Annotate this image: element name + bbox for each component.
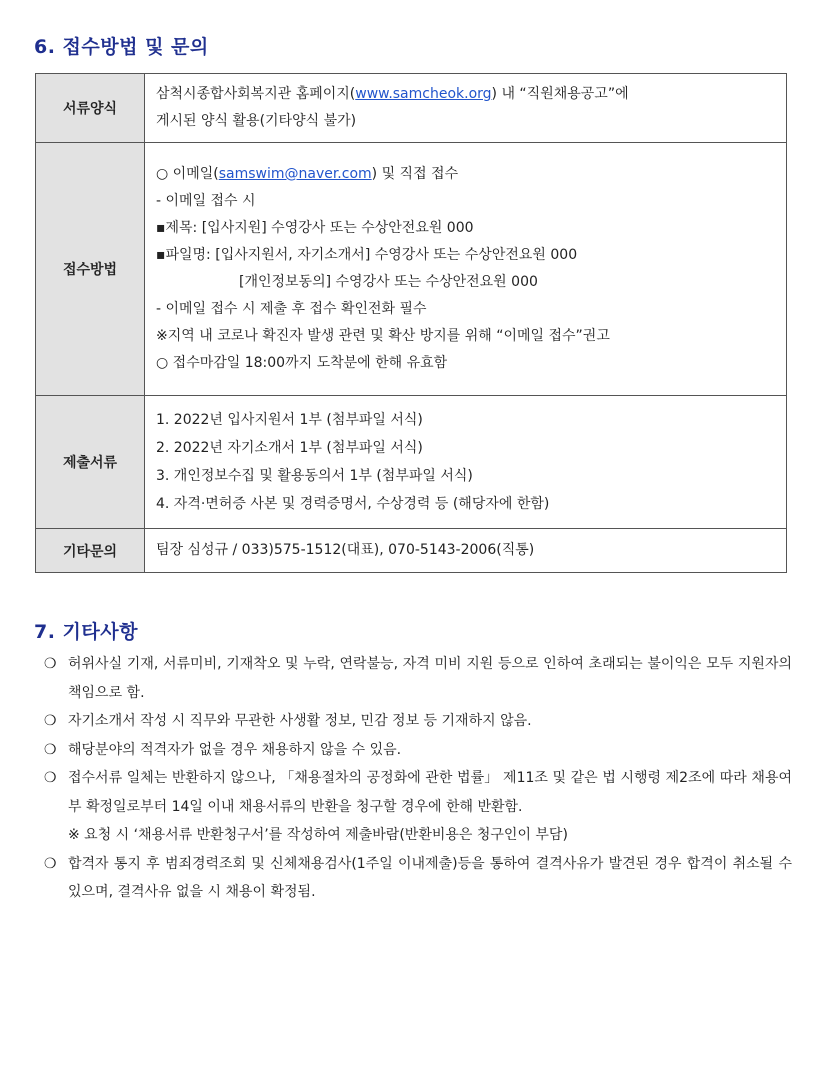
note-text: 자기소개서 작성 시 직무와 무관한 사생활 정보, 민감 정보 등 기재하지 않음. (68, 713, 532, 729)
label-method: 접수방법 (36, 143, 145, 396)
section-7-title: 7. 기타사항 (34, 621, 138, 643)
table-row-inquiry (36, 529, 787, 573)
section-6-title: 6. 접수방법 및 문의 (34, 36, 209, 58)
method-line-covid-note: ※지역 내 코로나 확진자 발생 관련 및 확산 방지를 위해 “이메일 접수”권고 (156, 328, 610, 344)
method-line-filename: ▪파일명: [입사지원서, 자기소개서] 수영강사 또는 수상안전요원 000 (156, 247, 578, 263)
method-line-filename-2: [개인정보동의] 수영강사 또는 수상안전요원 000 (239, 274, 538, 290)
table-row-method (36, 143, 787, 396)
documents-form-text: 삼척시종합사회복지관 홈페이지( (156, 86, 356, 102)
table-row-documents-form (36, 74, 787, 143)
table-row-submission (36, 396, 787, 529)
note-text: 해당분야의 적격자가 없을 경우 채용하지 않을 수 있음. (68, 741, 402, 758)
note-item (44, 707, 792, 736)
note-item (44, 850, 792, 907)
documents-form-line-1 (156, 81, 776, 108)
circle-bullet-icon: ❍ (44, 741, 57, 758)
note-item (44, 650, 792, 707)
method-line-deadline: ○ 접수마감일 18:00까지 도착분에 한해 유효함 (156, 355, 448, 371)
method-email-suffix: ) 및 직접 접수 (371, 166, 459, 182)
method-line-email (156, 161, 776, 188)
note-text: 합격자 통지 후 범죄경력조회 및 신체채용검사(1주일 이내제출)등을 통하여 결격사유가 발견된 경우 합격이 취소될 수 있으며, 결격사유 없을 시 채용이 확정됨. (68, 855, 792, 900)
circle-bullet-icon: ❍ (44, 770, 57, 786)
note-text: 허위사실 기재, 서류미비, 기재착오 및 누락, 연락불능, 자격 미비 지원 등으로 인하여 초래되는 불이익은 모두 지원자의 책임으로 함. (68, 656, 792, 701)
note-item (44, 764, 792, 821)
submission-item: 2. 2022년 자기소개서 1부 (첨부파일 서식) (156, 440, 423, 456)
return-request-note: ※ 요청 시 ‘채용서류 반환청구서’를 작성하여 제출바람(반환비용은 청구인이 부담) (68, 827, 568, 843)
inquiry-content (145, 529, 787, 573)
documents-form-text-suffix: ) 내 “직원채용공고”에 (491, 86, 629, 102)
submission-item: 1. 2022년 입사지원서 1부 (첨부파일 서식) (156, 412, 423, 428)
method-line-confirm-call: - 이메일 접수 시 제출 후 접수 확인전화 필수 (156, 301, 427, 317)
method-email-text: ○ 이메일( (156, 166, 219, 182)
application-info-table (35, 73, 787, 573)
submission-content (145, 396, 787, 529)
notes-list (44, 650, 792, 907)
label-submission: 제출서류 (36, 396, 145, 529)
homepage-link[interactable]: www.samcheok.org (355, 86, 492, 102)
documents-form-line-2: 게시된 양식 활용(기타양식 불가) (156, 113, 357, 129)
email-link[interactable]: samswim@naver.com (218, 166, 372, 182)
note-item (44, 736, 792, 765)
circle-bullet-icon: ❍ (44, 656, 57, 672)
submission-item: 3. 개인정보수집 및 활용동의서 1부 (첨부파일 서식) (156, 468, 473, 484)
note-text: 접수서류 일체는 반환하지 않으나, 「채용절차의 공정화에 관한 법률」 제11조 및 같은 법 시행령 제2조에 따라 채용여부 확정일로부터 14일 이내 채용서류의 반환을 청구할 경우에 한해 반환함. (68, 770, 792, 815)
method-content (145, 143, 787, 396)
method-line-subject: ▪제목: [입사지원] 수영강사 또는 수상안전요원 000 (156, 220, 474, 236)
inquiry-text: 팀장 심성규 / 033)575-1512(대표), 070-5143-2006(직통) (156, 542, 535, 558)
submission-item: 4. 자격·면허증 사본 및 경력증명서, 수상경력 등 (해당자에 한함) (156, 496, 550, 512)
label-documents-form: 서류양식 (36, 74, 145, 143)
circle-bullet-icon: ❍ (44, 713, 57, 729)
circle-bullet-icon: ❍ (44, 855, 57, 872)
label-inquiry: 기타문의 (36, 529, 145, 573)
documents-form-content (145, 74, 787, 143)
method-line-2: - 이메일 접수 시 (156, 193, 256, 209)
